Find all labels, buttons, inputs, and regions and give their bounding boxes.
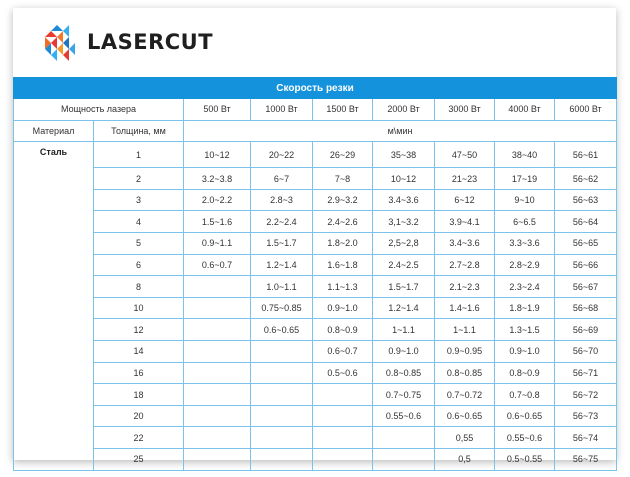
- speed-cell: 2.7~2.8: [435, 254, 495, 276]
- power-label: Мощность лазера: [14, 99, 184, 121]
- speed-cell: [251, 341, 313, 363]
- speed-cell: 0.6~0.7: [313, 341, 373, 363]
- speed-cell: 56~69: [555, 319, 617, 341]
- speed-cell: 9~10: [495, 189, 555, 211]
- speed-cell: 2.2~2.4: [251, 211, 313, 233]
- speed-cell: 1~1.1: [435, 319, 495, 341]
- speed-cell: 0.9~1.1: [184, 233, 251, 255]
- speed-cell: 0.75~0.85: [251, 297, 313, 319]
- speed-cell: 0.6~0.7: [184, 254, 251, 276]
- table-row: [14, 449, 617, 471]
- speed-cell: 0.9~1.0: [373, 341, 435, 363]
- speed-cell: 1.5~1.7: [373, 276, 435, 298]
- speed-cell: [313, 427, 373, 449]
- thickness-cell: 20: [94, 405, 184, 427]
- table-row: [14, 211, 617, 233]
- speed-cell: 56~70: [555, 341, 617, 363]
- speed-cell: 20~22: [251, 142, 313, 168]
- speed-cell: [313, 384, 373, 406]
- power-header: 500 Вт: [184, 99, 251, 121]
- speed-cell: 56~67: [555, 276, 617, 298]
- speed-cell: 56~73: [555, 405, 617, 427]
- speed-cell: 2.8~3: [251, 189, 313, 211]
- table-row: [14, 319, 617, 341]
- speed-cell: 56~71: [555, 362, 617, 384]
- speed-cell: 26~29: [313, 142, 373, 168]
- speed-cell: 0.6~0.65: [495, 405, 555, 427]
- speed-cell: [251, 384, 313, 406]
- speed-cell: [184, 384, 251, 406]
- speed-cell: [373, 449, 435, 471]
- table-row: [14, 405, 617, 427]
- thickness-cell: 2: [94, 168, 184, 190]
- speed-cell: 47~50: [435, 142, 495, 168]
- table-title: Скорость резки: [14, 78, 617, 99]
- thickness-cell: 10: [94, 297, 184, 319]
- logo: [43, 20, 213, 64]
- speed-cell: 6~6.5: [495, 211, 555, 233]
- speed-cell: 17~19: [495, 168, 555, 190]
- speed-cell: 1.6~1.8: [313, 254, 373, 276]
- speed-cell: 10~12: [184, 142, 251, 168]
- speed-cell: 1.1~1.3: [313, 276, 373, 298]
- speed-cell: 1.5~1.6: [184, 211, 251, 233]
- thickness-cell: 1: [94, 142, 184, 168]
- table-row: [14, 341, 617, 363]
- speed-cell: 56~62: [555, 168, 617, 190]
- brand-name: LASERCUT: [87, 30, 214, 54]
- speed-cell: 0.5~0.6: [313, 362, 373, 384]
- thickness-cell: 6: [94, 254, 184, 276]
- material-cell-empty: [14, 254, 94, 276]
- material-cell-empty: [14, 362, 94, 384]
- thickness-cell: 25: [94, 449, 184, 471]
- speed-cell: [184, 427, 251, 449]
- speed-cell: 1.5~1.7: [251, 233, 313, 255]
- thickness-header: Толщина, мм: [94, 120, 184, 142]
- speed-cell: 3.2~3.8: [184, 168, 251, 190]
- speed-cell: 2.3~2.4: [495, 276, 555, 298]
- speed-cell: 3.9~4.1: [435, 211, 495, 233]
- material-cell-empty: [14, 211, 94, 233]
- speed-cell: 0.7~0.72: [435, 384, 495, 406]
- speed-cell: 0.5~0.55: [495, 449, 555, 471]
- speed-cell: 56~63: [555, 189, 617, 211]
- speed-cell: 0.55~0.6: [495, 427, 555, 449]
- speed-cell: 0.8~0.9: [313, 319, 373, 341]
- speed-cell: [184, 405, 251, 427]
- speed-cell: [184, 297, 251, 319]
- thickness-cell: 16: [94, 362, 184, 384]
- material-cell-empty: [14, 427, 94, 449]
- material-cell-empty: [14, 276, 94, 298]
- material-cell: Сталь: [14, 142, 94, 168]
- speed-cell: [184, 449, 251, 471]
- speed-cell: 21~23: [435, 168, 495, 190]
- speed-cell: 0.8~0.85: [435, 362, 495, 384]
- table-row: [14, 233, 617, 255]
- speed-cell: 10~12: [373, 168, 435, 190]
- unit-label: м\мин: [184, 120, 617, 142]
- speed-cell: [313, 449, 373, 471]
- thickness-cell: 4: [94, 211, 184, 233]
- table-row: [14, 254, 617, 276]
- speed-cell: 56~75: [555, 449, 617, 471]
- thickness-cell: 8: [94, 276, 184, 298]
- material-header: Материал: [14, 120, 94, 142]
- speed-cell: 56~68: [555, 297, 617, 319]
- speed-cell: 3,1~3.2: [373, 211, 435, 233]
- speed-cell: 1.8~1.9: [495, 297, 555, 319]
- speed-cell: [184, 276, 251, 298]
- speed-cell: [184, 362, 251, 384]
- speed-cell: 56~65: [555, 233, 617, 255]
- table-row: [14, 297, 617, 319]
- speed-cell: 56~74: [555, 427, 617, 449]
- speed-cell: [251, 405, 313, 427]
- material-cell-empty: [14, 319, 94, 341]
- table-row: [14, 168, 617, 190]
- speed-cell: 2.1~2.3: [435, 276, 495, 298]
- speed-cell: 56~72: [555, 384, 617, 406]
- speed-cell: 0.6~0.65: [251, 319, 313, 341]
- speed-cell: 56~61: [555, 142, 617, 168]
- speed-cell: 7~8: [313, 168, 373, 190]
- thickness-cell: 3: [94, 189, 184, 211]
- table-row: [14, 384, 617, 406]
- table-row: [14, 427, 617, 449]
- material-cell-empty: [14, 341, 94, 363]
- speed-cell: 0,55: [435, 427, 495, 449]
- material-cell-empty: [14, 384, 94, 406]
- speed-cell: 2.8~2.9: [495, 254, 555, 276]
- lasercut-logo-icon: [43, 23, 81, 61]
- power-header: 3000 Вт: [435, 99, 495, 121]
- power-header: 1500 Вт: [313, 99, 373, 121]
- speed-cell: 0.9~0.95: [435, 341, 495, 363]
- speed-cell: [373, 427, 435, 449]
- material-cell-empty: [14, 168, 94, 190]
- speed-cell: [251, 362, 313, 384]
- speed-cell: 0.9~1.0: [495, 341, 555, 363]
- table-row: [14, 362, 617, 384]
- speed-cell: 0.8~0.9: [495, 362, 555, 384]
- speed-cell: 0.55~0.6: [373, 405, 435, 427]
- power-header: 2000 Вт: [373, 99, 435, 121]
- table-row: [14, 142, 617, 168]
- material-cell-empty: [14, 189, 94, 211]
- speed-cell: [184, 341, 251, 363]
- speed-cell: 2,5~2,8: [373, 233, 435, 255]
- speed-cell: [184, 319, 251, 341]
- speed-cell: 3.4~3.6: [373, 189, 435, 211]
- thickness-cell: 5: [94, 233, 184, 255]
- speed-cell: 2.9~3.2: [313, 189, 373, 211]
- speed-cell: 0.6~0.65: [435, 405, 495, 427]
- speed-cell: 6~12: [435, 189, 495, 211]
- material-cell-empty: [14, 449, 94, 471]
- speed-cell: 3.4~3.6: [435, 233, 495, 255]
- table-row: [14, 189, 617, 211]
- thickness-cell: 14: [94, 341, 184, 363]
- thickness-cell: 22: [94, 427, 184, 449]
- speed-cell: 2.4~2.6: [313, 211, 373, 233]
- cutting-speed-table: [13, 77, 617, 471]
- speed-cell: [251, 427, 313, 449]
- table-row: [14, 276, 617, 298]
- speed-cell: 56~64: [555, 211, 617, 233]
- spec-card: [13, 8, 616, 465]
- speed-cell: 0.7~0.75: [373, 384, 435, 406]
- speed-cell: 38~40: [495, 142, 555, 168]
- speed-cell: 35~38: [373, 142, 435, 168]
- material-cell-empty: [14, 233, 94, 255]
- speed-cell: [313, 405, 373, 427]
- speed-cell: 56~66: [555, 254, 617, 276]
- speed-cell: 0,5: [435, 449, 495, 471]
- speed-cell: 2.0~2.2: [184, 189, 251, 211]
- thickness-cell: 18: [94, 384, 184, 406]
- power-header: 4000 Вт: [495, 99, 555, 121]
- speed-cell: 0.8~0.85: [373, 362, 435, 384]
- material-cell-empty: [14, 297, 94, 319]
- speed-cell: 1.3~1.5: [495, 319, 555, 341]
- speed-cell: 0.7~0.8: [495, 384, 555, 406]
- speed-cell: 1.8~2.0: [313, 233, 373, 255]
- speed-cell: [251, 449, 313, 471]
- power-header: 6000 Вт: [555, 99, 617, 121]
- speed-cell: 1~1.1: [373, 319, 435, 341]
- speed-cell: 0.9~1.0: [313, 297, 373, 319]
- speed-cell: 1.4~1.6: [435, 297, 495, 319]
- material-cell-empty: [14, 405, 94, 427]
- speed-cell: 1.2~1.4: [251, 254, 313, 276]
- speed-cell: 6~7: [251, 168, 313, 190]
- speed-cell: 1.2~1.4: [373, 297, 435, 319]
- speed-cell: 2.4~2.5: [373, 254, 435, 276]
- speed-cell: 1.0~1.1: [251, 276, 313, 298]
- thickness-cell: 12: [94, 319, 184, 341]
- speed-cell: 3.3~3.6: [495, 233, 555, 255]
- power-header: 1000 Вт: [251, 99, 313, 121]
